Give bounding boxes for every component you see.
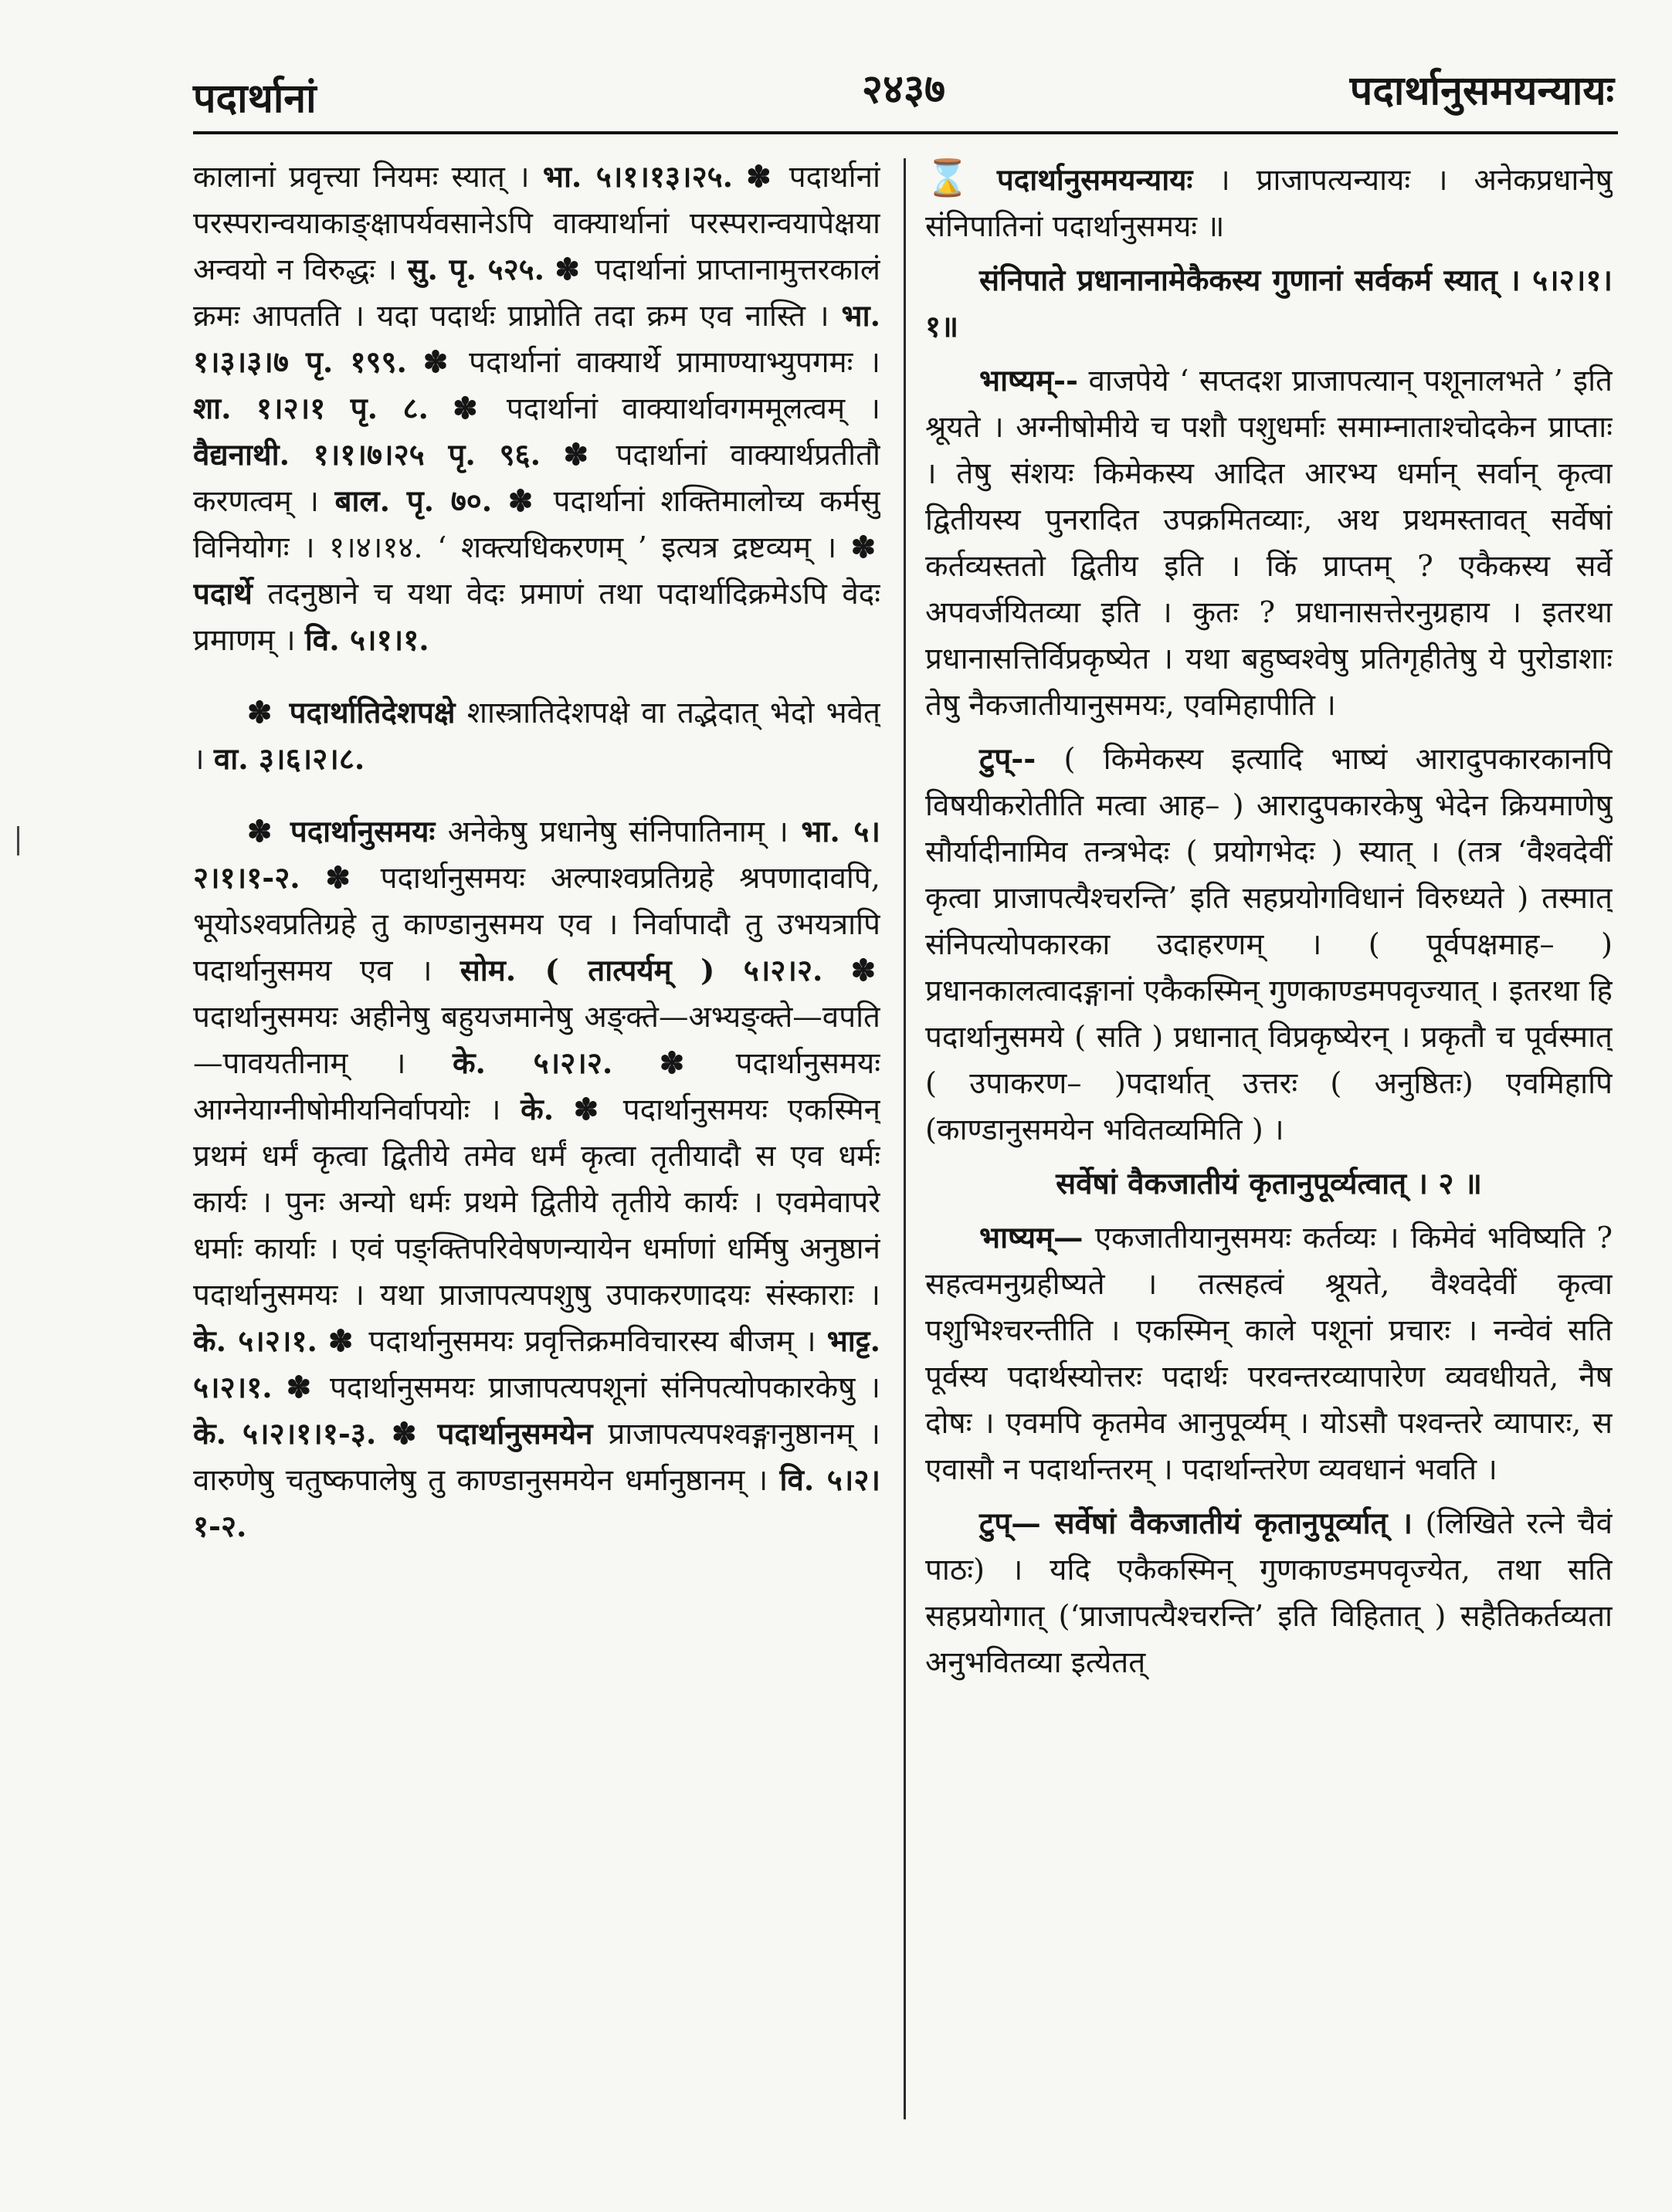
bold-reference: के. ५।२।२. (452, 1046, 613, 1081)
asterisk-ornament-icon: ✽ (850, 530, 876, 565)
bold-reference: वि. ५।१।१. (304, 623, 429, 658)
text-segment (541, 438, 564, 473)
right-column (925, 154, 1613, 2181)
right-column-paragraph (925, 154, 1613, 250)
bold-reference: सोम. ( तात्पर्यम् ) ५।२।२. (460, 954, 823, 988)
bold-reference: भाष्यम्— (979, 1221, 1084, 1255)
left-column-paragraph (193, 690, 880, 783)
text-segment (733, 160, 746, 195)
text-segment (429, 391, 453, 426)
text-segment (612, 1046, 660, 1081)
asterisk-ornament-icon: ✽ (247, 696, 273, 730)
text-segment (554, 1092, 574, 1127)
asterisk-ornament-icon: ✽ (555, 252, 580, 287)
left-column (193, 154, 880, 2181)
asterisk-ornament-icon: ✽ (392, 1417, 417, 1452)
text-segment: पदार्थानुसमयः अहीनेषु बहुयजमानेषु अङ्क्ते—अभ्यङ्क्ते—वपति—पावयतीनाम् । (193, 1000, 880, 1081)
text-segment: पदार्थानां वाक्यार्थप्रतीतौ करणत्वम् । (193, 438, 880, 519)
page-header (193, 54, 1614, 124)
asterisk-ornament-icon: ✽ (453, 391, 478, 426)
text-segment: पदार्थानां वाक्यार्थावगममूलत्वम् । (482, 391, 880, 426)
right-column-paragraph (925, 258, 1613, 351)
text-segment (317, 1324, 328, 1359)
text-segment: पदार्थानुसमयः प्रवृत्तिक्रमविचारस्य बीजम् । (358, 1324, 827, 1359)
left-column-paragraph (193, 809, 880, 1550)
text-segment: प्राजापत्यपश्वङ्गानुष्ठानम् । वारुणेषु चतुष्कपालेषु तु काण्डानुसमयेन धर्मानुष्ठानम् । (193, 1417, 880, 1498)
asterisk-ornament-icon: ✽ (247, 815, 273, 849)
margin-mark (17, 826, 19, 855)
bold-reference: बाल. पृ. ७०. (334, 484, 493, 519)
bold-reference: भा. ५।२।१।१-२. (193, 815, 880, 896)
bold-reference: पदार्थातिदेशपक्षे (276, 696, 456, 730)
right-column-paragraph (925, 737, 1613, 1153)
text-segment: पदार्थानां शक्तिमालोच्य कर्मसु विनियोगः । १।४।१४. ‘ शक्त्यधिकरणम् ’ इत्यत्र द्रष्टव्यम् । (193, 484, 880, 565)
page-number: २४३७ (861, 66, 946, 113)
bold-reference: संनिपाते प्रधानानामेकैकस्य गुणानां सर्वकर्म स्यात् । ५।२।१।१॥ (925, 263, 1613, 344)
bold-reference: पदार्थानुसमयेन (421, 1417, 593, 1452)
asterisk-ornament-icon: ✽ (507, 484, 534, 519)
right-column-paragraph (925, 1161, 1613, 1208)
text-segment: पदार्थानुसमयः आग्नेयाग्नीषोमीयनिर्वापयोः । (193, 1046, 880, 1127)
text-segment (300, 861, 326, 896)
bold-reference: भाष्यम्-- (979, 364, 1079, 398)
bold-reference: सु. पृ. ५२५. (407, 252, 545, 287)
running-head-left: पदार्थानां (193, 75, 317, 122)
text-segment: शास्त्रातिदेशपक्षे वा तद्भेदात् भेदो भवेत् । (193, 696, 880, 777)
text-segment: पदार्थानां प्राप्तानामुत्तरकालं क्रमः आपतति । यदा पदार्थः प्राप्नोति तदा क्रम एव नास्ति । (193, 252, 880, 334)
asterisk-ornament-icon: ✽ (328, 1324, 354, 1359)
text-segment (492, 484, 508, 519)
asterisk-ornament-icon: ✽ (286, 1370, 311, 1405)
text-segment: पदार्थानां वाक्यार्थे प्रामाण्याभ्युपगमः । (453, 345, 880, 380)
bold-reference: टुप्-- (979, 742, 1036, 777)
text-segment (544, 252, 555, 287)
bold-reference: भा. ५।१।१३।२५. (542, 160, 734, 195)
text-segment: ( किमेकस्य इत्यादि भाष्यं आरादुपकारकानपि विषयीकरोतीति मत्वा आह– ) आरादुपकारकेषु भेदेन क्रियमाणेषु सौर्यादीनामिव तन्त्रभेदः ( प्रयोगभेदः ) स्यात् । (तत्र ‘वैश्वदेवीं कृत्वा प्राजापत्यैश्चरन्ति’ इति सहप्रयोगविधानं विरुध्यते ) तस्मात् संनिपत्योपकारका उदाहरणम् । ( पूर्वपक्षमाह– ) प्रधानकालत्वादङ्गानां एकैकस्मिन् गुणकाण्डमपवृज्यात् । इतरथा हि पदार्थानुसमये ( सति ) प्रधानात् विप्रकृष्येरन् । प्रकृतौ च पूर्वस्मात् ( उपाकरण– )पदार्थात् उत्तरः ( अनुष्ठितः) एवमिहापि (काण्डानुसमयेन भवितव्यमिति ) । (925, 742, 1613, 1147)
asterisk-ornament-icon: ✽ (422, 345, 449, 380)
text-segment: तदनुष्ठाने च यथा वेदः प्रमाणं तथा पदार्थादिक्रमेऽपि वेदः प्रमाणम् । (193, 577, 880, 658)
text-segment (273, 1370, 287, 1405)
bold-reference: के. (521, 1092, 555, 1127)
bold-reference: वैद्यनाथी. १।१।७।२५ पृ. ९६. (193, 438, 541, 473)
asterisk-ornament-icon: ✽ (563, 438, 588, 473)
text-segment: अनेकेषु प्रधानेषु संनिपातिनाम् । (435, 815, 802, 849)
text-segment: पदार्थानुसमयः एकस्मिन् प्रथमं धर्मं कृत्वा द्वितीये तमेव धर्मं कृत्वा तृतीयादौ स एव धर्मः कार्यः । पुनः अन्यो धर्मः प्रथमे द्वितीये तृतीये कार्यः । एवमेवापरे धर्माः कार्याः । एवं पङ्क्तिपरिवेषणन्यायेन धर्माणां धर्मिषु अनुष्ठानं पदार्थानुसमयः । यथा प्राजापत्यपशुषु उपाकरणादयः संस्काराः । (193, 1092, 880, 1313)
bold-reference: शा. १।२।१ पृ. ८. (193, 391, 429, 426)
right-column-paragraph (925, 358, 1613, 729)
asterisk-ornament-icon: ✽ (850, 954, 876, 988)
bold-reference: भा. १।३।३।७ पृ. १९९. (193, 299, 880, 380)
asterisk-ornament-icon: ✽ (573, 1092, 599, 1127)
hourglass-ornament-icon: ⌛ (925, 157, 986, 198)
text-segment (822, 954, 850, 988)
bold-reference: भाट्ट. ५।२।१. (193, 1324, 880, 1405)
bold-reference: वा. ३।६।२।८. (213, 742, 365, 777)
bold-reference: पदार्थे (193, 577, 253, 611)
left-column-paragraph (193, 154, 880, 664)
bold-reference: पदार्थानुसमयः (276, 815, 436, 849)
text-segment: एकजातीयानुसमयः कर्तव्यः । किमेवं भविष्यति ? सहत्वमनुग्रहीष्यते । तत्सहत्वं श्रूयते, वैश्वदेवीं कृत्वा पशुभिश्चरन्तीति । एकस्मिन् काले पशूनां प्रचारः । नन्वेवं सति पूर्वस्य पदार्थस्योत्तरः पदार्थः परवन्तरव्यापारेण व्यवधीयते, नैष दोषः । एवमपि कृतमेव आनुपूर्व्यम् । योऽसौ पश्वन्तरे व्यापारः, स एवासौ न पदार्थान्तरम् । पदार्थान्तरेण व्यवधानं भवति । (925, 1221, 1613, 1487)
asterisk-ornament-icon: ✽ (746, 160, 772, 195)
bold-reference: टुप्— सर्वेषां वैकजातीयं कृतानुपूर्व्यात् । (979, 1506, 1413, 1541)
right-column-paragraph (925, 1501, 1613, 1686)
header-rule (193, 131, 1618, 134)
text-segment: । प्राजापत्यन्यायः । अनेकप्रधानेषु संनिपातिनां पदार्थानुसमयः ॥ (925, 163, 1613, 244)
bold-reference: पदार्थानुसमयन्यायः (996, 163, 1193, 198)
text-segment (407, 345, 423, 380)
text-segment: कालानां प्रवृत्त्या नियमः स्यात् । (193, 160, 543, 195)
column-divider (904, 158, 906, 2119)
text-segment (376, 1417, 392, 1452)
text-segment: पदार्थानुसमयः प्राजापत्यपशूनां संनिपत्योपकारकेषु । (315, 1370, 880, 1405)
text-segment: पदार्थानुसमयः अल्पाश्वप्रतिग्रहे श्रपणादावपि, भूयोऽश्वप्रतिग्रहे तु काण्डानुसमय एव । निर्वापादौ तु उभयत्रापि पदार्थानुसमय एव । (193, 861, 880, 988)
running-head-right: पदार्थानुसमयन्यायः (1349, 67, 1614, 114)
bold-reference: के. ५।२।१. (193, 1324, 317, 1359)
text-segment: (लिखिते रत्ने चैवं पाठः) । यदि एकैकस्मिन् गुणकाण्डमपवृज्येत, तथा सति सहप्रयोगात् (‘प्राजापत्यैश्चरन्ति’ इति विहितात् ) सहैतिकर्तव्यता अनुभवितव्या इत्येतत् (925, 1506, 1613, 1680)
asterisk-ornament-icon: ✽ (659, 1046, 685, 1081)
bold-reference: सर्वेषां वैकजातीयं कृतानुपूर्व्यत्वात् । २ ॥ (1056, 1167, 1482, 1201)
asterisk-ornament-icon: ✽ (325, 861, 351, 896)
text-segment: वाजपेये ‘ सप्तदश प्राजापत्यान् पशूनालभते ’ इति श्रूयते । अग्नीषोमीये च पशौ पशुधर्माः समाम्नाताश्चोदकेन प्राप्ताः । तेषु संशयः किमेकस्य आदित आरभ्य धर्मान् सर्वान् कृत्वा द्वितीयस्य पुनरादित उपक्रमितव्याः, अथ प्रथमस्तावत् सर्वेषां कर्तव्यस्ततो द्वितीय इति । किं प्राप्तम् ? एकैकस्य सर्वे अपवर्जयितव्या इति । कुतः ? प्रधानासत्तेरनुग्रहाय । इतरथा प्रधानासत्तिर्विप्रकृष्येत । यथा बहुष्वश्वेषु प्रतिगृहीतेषु ये पुरोडाशाः तेषु नैकजातीयानुसमयः, एवमिहापीति । (925, 364, 1613, 723)
text-segment: पदार्थानां परस्परान्वयाकाङ्क्षापर्यवसानेऽपि वाक्यार्थानां परस्परान्वयापेक्षया अन्वयो न विरुद्धः । (193, 160, 880, 287)
bold-reference: वि. ५।२।१-२. (193, 1463, 880, 1544)
bold-reference: के. ५।२।१।१-३. (193, 1417, 377, 1452)
right-column-paragraph (925, 1215, 1613, 1493)
